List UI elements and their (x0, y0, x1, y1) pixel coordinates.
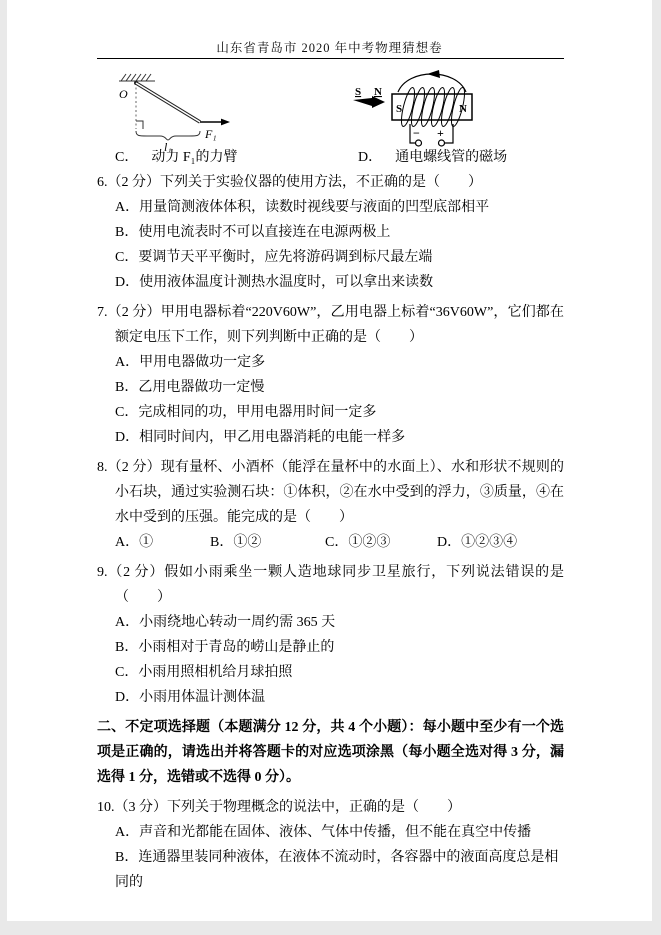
question-9-text: 假如小雨乘坐一颗人造地球同步卫星旅行，下列说法错误的是（ ） (115, 565, 565, 605)
header-divider (97, 58, 564, 59)
question-6-number: 6. (97, 175, 108, 190)
force-arrow-head (221, 119, 230, 126)
lever-rod-highlight (136, 83, 200, 122)
question-7 (97, 300, 564, 450)
question-7-option-b: B．乙用电器做功一定慢 (115, 380, 265, 395)
question-8-points: （2 分） (107, 460, 161, 475)
question-6-option-d: D．使用液体温度计测热水温度时，可以拿出来读数 (115, 275, 434, 290)
question-9-option-a: A．小雨绕地心转动一周约需 365 天 (115, 615, 336, 630)
solenoid-field-figure (352, 66, 484, 154)
question-9-points: （2 分） (107, 565, 165, 580)
question-9-option-d: D．小雨用体温计测体温 (115, 690, 266, 705)
question-7-option-a: A．甲用电器做功一定多 (115, 355, 266, 370)
question-9-option-b: B．小雨相对于青岛的崂山是静止的 (115, 640, 335, 655)
terminal-minus-label: − (413, 126, 420, 140)
moment-arm-label: l₁ (164, 140, 172, 152)
field-arrow-head (427, 70, 440, 78)
section-2-heading: 二、不定项选择题（本题满分 12 分，共 4 个小题）：每小题中至少有一个选项是正确的，请选出并将答题卡的对应选项涂黑（每小题全选对得 3 分，漏选得 1 分，选错或不选得 0 分）。 (97, 720, 564, 785)
question-10-option-b: B．连通器里装同种液体，在液体不流动时，各容器中的液面高度总是相同的 (115, 850, 559, 890)
terminal-plus-label: + (437, 126, 444, 140)
compass-n-label: N (374, 86, 382, 98)
question-6-points: （2 分） (107, 175, 160, 190)
moment-arm-brace (136, 131, 200, 140)
field-line-arc (398, 74, 466, 92)
question-10 (97, 795, 564, 895)
question-6-option-b: B．使用电流表时不可以直接连在电源两极上 (115, 225, 391, 240)
question-8-option-a: A．① (115, 535, 154, 550)
option-d-text: 通电螺线管的磁场 (395, 150, 508, 165)
option-d-caption (358, 146, 507, 166)
document-title: 山东省青岛市 2020 年中考物理猜想卷 (216, 41, 443, 55)
question-7-option-d: D．相同时间内，甲乙用电器消耗的电能一样多 (115, 430, 406, 445)
option-d-label: D． (358, 150, 383, 165)
question-8-number: 8. (97, 460, 108, 475)
question-10-text: 下列关于物理概念的说法中，正确的是（ ） (167, 800, 461, 815)
question-8-option-b: B．①② (210, 535, 262, 550)
question-6-stem (97, 170, 564, 195)
pole-s-label: S (396, 103, 403, 115)
question-8 (97, 455, 564, 555)
compass-s-label: S (355, 86, 362, 98)
right-terminal-wire (445, 124, 453, 143)
question-8-text: 现有量杯、小酒杯（能浮在量杯中的水面上）、水和形状不规则的小石块，通过实验测石块：①体积，②在水中受到的浮力，③质量，④在水中受到的压强。能完成的是（ ） (115, 460, 565, 525)
pivot-label: O (119, 87, 128, 101)
question-7-stem (97, 300, 564, 350)
question-9 (97, 560, 564, 710)
question-10-number: 10. (97, 800, 115, 815)
question-7-text: 甲用电器标着“220V60W”，乙用电器上标着“36V60W”，它们都在额定电压下工作，则下列判断中正确的是（ ） (115, 305, 564, 345)
right-angle-mark (136, 121, 143, 129)
ceiling-hatch-icon (119, 74, 155, 81)
option-c-text: 动力 F₁的力臂 (151, 150, 238, 165)
question-9-option-c: C．小雨用照相机给月球拍照 (115, 665, 293, 680)
option-c-caption (115, 146, 238, 166)
question-7-option-c: C．完成相同的功，甲用电器用时间一定多 (115, 405, 377, 420)
question-6-text: 下列关于实验仪器的使用方法，不正确的是（ ） (160, 175, 482, 190)
option-c-label: C． (115, 150, 139, 165)
question-6 (97, 170, 564, 295)
question-10-option-a: A．声音和光都能在固体、液体、气体中传播，但不能在真空中传播 (115, 825, 532, 840)
question-10-points: （3 分） (114, 800, 167, 815)
exam-document-page (7, 0, 652, 921)
lever-moment-arm-figure (103, 72, 233, 152)
question-9-stem (97, 560, 564, 610)
question-8-stem (97, 455, 564, 530)
question-10-stem (97, 795, 564, 820)
question-7-points: （2 分） (107, 305, 161, 320)
question-body (97, 170, 564, 900)
question-9-number: 9. (97, 565, 108, 580)
question-6-option-c: C．要调节天平平衡时，应先将游码调到标尺最左端 (115, 250, 433, 265)
question-6-option-a: A．用量筒测液体体积，读数时视线要与液面的凹型底部相平 (115, 200, 490, 215)
pole-n-label: N (459, 103, 467, 115)
question-8-option-c: C．①②③ (325, 535, 391, 550)
question-8-option-d: D．①②③④ (437, 535, 518, 550)
force-label: F₁ (205, 127, 217, 141)
question-8-options-row (97, 530, 564, 555)
question-7-number: 7. (97, 305, 108, 320)
